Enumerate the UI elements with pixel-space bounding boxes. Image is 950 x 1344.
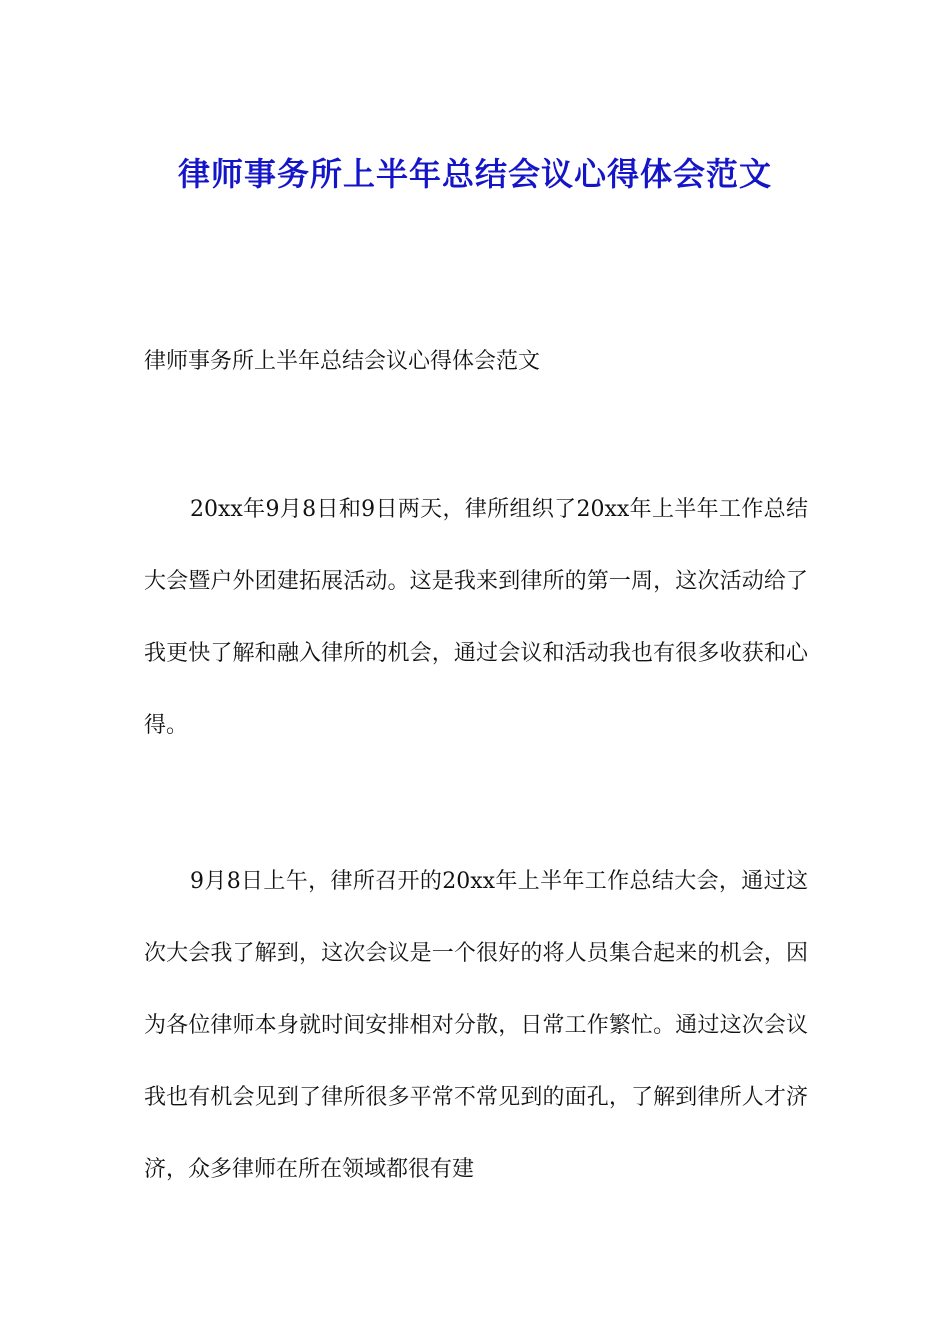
paragraph-1: 20xx年9月8日和9日两天，律所组织了20xx年上半年工作总结大会暨户外团建拓展活动。这是我来到律所的第一周，这次活动给了我更快了解和融入律所的机会，通过会议和活动我也有很多收获和心得。 <box>144 497 808 738</box>
document-title: 律师事务所上半年总结会议心得体会范文 <box>177 155 772 194</box>
document-subtitle: 律师事务所上半年总结会议心得体会范文 <box>144 349 541 374</box>
paragraph-2: 9月8日上午，律所召开的20xx年上半年工作总结大会，通过这次大会我了解到，这次会议是一个很好的将人员集合起来的机会，因为各位律师本身就时间安排相对分散，日常工作繁忙。通过这次会议我也有机会见到了律所很多平常不常见到的面孔，了解到律所人才济济，众多律师在所在领域都很有建 <box>144 869 808 1182</box>
